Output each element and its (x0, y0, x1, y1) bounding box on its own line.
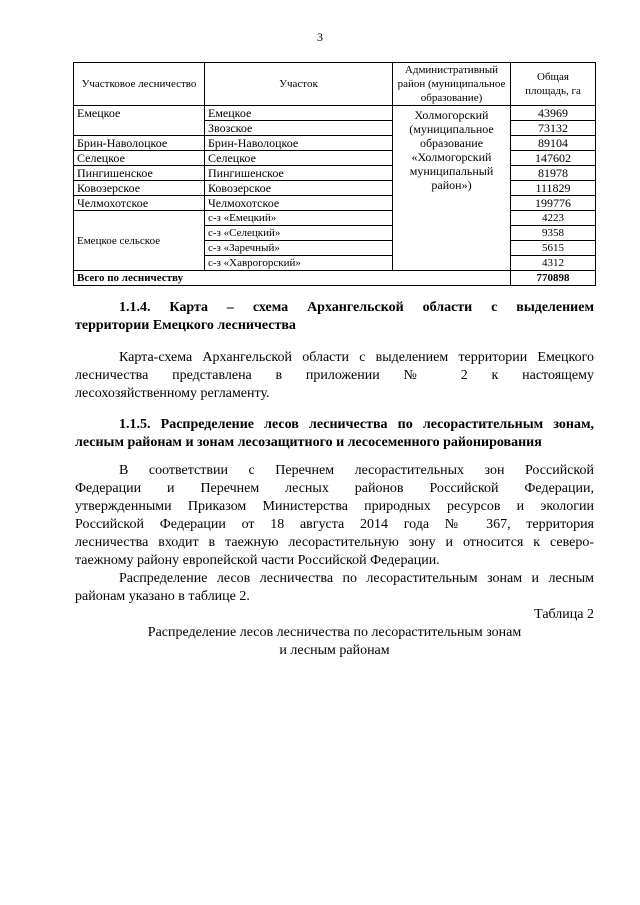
cell-area: 73132 (511, 121, 596, 136)
cell-lesn: Селецкое (74, 151, 205, 166)
cell-uchastok: с-з «Селецкий» (205, 226, 393, 241)
section-114-heading-num: 1.1.4. (119, 300, 151, 315)
cell-uchastok: Брин-Наволоцкое (205, 136, 393, 151)
cell-area: 5615 (511, 241, 596, 256)
cell-uchastok: с-з «Хаврогорский» (205, 256, 393, 271)
cell-uchastok: с-з «Заречный» (205, 241, 393, 256)
table-2-caption: Распределение лесов лесничества по лесорастительным зонам и лесным районам (147, 625, 522, 658)
cell-uchastok: Пингишенское (205, 166, 393, 181)
cell-area: 4223 (511, 211, 596, 226)
section-115-paragraph-2: Распределение лесов лесничества по лесорастительным зонам и лесным районам указано в таблице 2. (75, 571, 594, 604)
cell-lesn: Брин-Наволоцкое (74, 136, 205, 151)
section-114 (75, 299, 594, 335)
cell-uchastok: Емецкое (205, 106, 393, 121)
section-114-paragraph: Карта-схема Архангельской области с выделением территории Емецкого лесничества представлена в приложении № 2 к настоящему лесохозяйственному регламенту. (75, 350, 594, 401)
table-row (74, 196, 596, 211)
table-header-row (74, 63, 596, 106)
cell-lesn: Емецкое (74, 106, 205, 136)
cell-area: 89104 (511, 136, 596, 151)
header-lesn: Участковое лесничество (74, 63, 205, 106)
page-number: 3 (317, 30, 323, 44)
cell-uchastok: с-з «Емецкий» (205, 211, 393, 226)
cell-area: 199776 (511, 196, 596, 211)
cell-lesn: Ковозерское (74, 181, 205, 196)
cell-lesn: Емецкое сельское (74, 211, 205, 271)
table-row (74, 166, 596, 181)
table-row (74, 136, 596, 151)
cell-lesn: Челмохотское (74, 196, 205, 211)
cell-area: 4312 (511, 256, 596, 271)
header-area: Общая площадь, га (511, 63, 596, 106)
cell-area: 111829 (511, 181, 596, 196)
cell-area: 43969 (511, 106, 596, 121)
cell-uchastok: Ковозерское (205, 181, 393, 196)
cell-area: 9358 (511, 226, 596, 241)
section-115-paragraph-1: В соответствии с Перечнем лесорастительных зон Российской Федерации и Перечнем лесных районов Российской Федерации, утвержденными Приказом Министерства природных ресурсов и экологии Российской Федерации от 18 августа 2014 года № 367, территория лесничества входит в таежную лесорастительную зону и относится к северо- таежному району европейской части Российской Федерации. (75, 463, 594, 568)
total-value: 770898 (511, 271, 596, 286)
cell-uchastok: Звозское (205, 121, 393, 136)
header-uchastok: Участок (205, 63, 393, 106)
cell-lesn: Пингишенское (74, 166, 205, 181)
forest-districts-table (73, 62, 596, 286)
table-row (74, 151, 596, 166)
total-label: Всего по лесничеству (74, 271, 511, 286)
section-115 (75, 416, 594, 452)
section-114-heading-line1: 1.1.4. Карта – схема Архангельской области с выделением (119, 300, 594, 315)
section-115-heading-line1: 1.1.5. Распределение лесов лесничества по лесорастительным зонам, (119, 417, 594, 432)
cell-admin-district: Холмогорский (муниципальное образование «Холмогорский муниципальный район») (393, 106, 511, 271)
cell-area: 81978 (511, 166, 596, 181)
cell-uchastok: Челмохотское (205, 196, 393, 211)
table-row (74, 211, 596, 226)
header-admin: Административный район (муниципальное образование) (393, 63, 511, 106)
table-2-label: Таблица 2 (534, 607, 594, 622)
section-114-heading-line2: территории Емецкого лесничества (75, 318, 296, 333)
cell-area: 147602 (511, 151, 596, 166)
section-115-heading-line2: лесным районам и зонам лесозащитного и лесосеменного районирования (75, 435, 542, 450)
cell-uchastok: Селецкое (205, 151, 393, 166)
table-row (74, 181, 596, 196)
table-total-row (74, 271, 596, 286)
table-row (74, 106, 596, 121)
